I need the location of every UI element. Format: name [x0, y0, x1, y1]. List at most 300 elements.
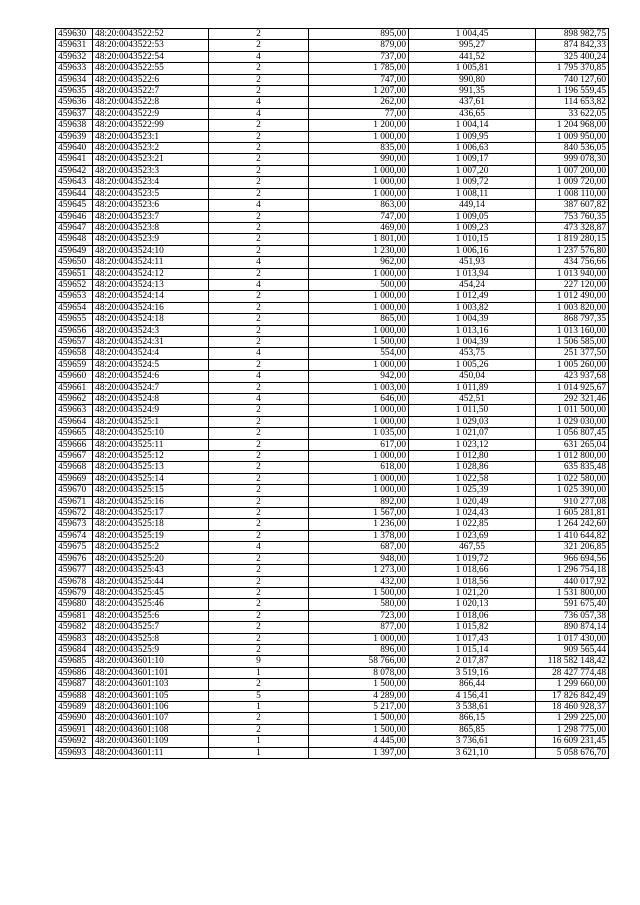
cadastral-number-cell: 48:20:0043522:8 — [93, 97, 209, 108]
table-row — [56, 542, 609, 553]
cadastral-value-cell: 591 675,40 — [536, 599, 609, 610]
cadastral-value-cell: 423 937,68 — [536, 371, 609, 382]
area-cell: 8 078,00 — [309, 667, 409, 678]
table-row — [56, 599, 609, 610]
row-id-cell: 459669 — [56, 473, 93, 484]
unit-value-cell: 1 006,63 — [409, 143, 536, 154]
row-id-cell: 459654 — [56, 302, 93, 313]
row-id-cell: 459684 — [56, 644, 93, 655]
cadastral-number-cell: 48:20:0043525:2 — [93, 542, 209, 553]
table-row — [56, 565, 609, 576]
cadastral-number-cell: 48:20:0043522:7 — [93, 86, 209, 97]
row-id-cell: 459665 — [56, 428, 93, 439]
table-row — [56, 473, 609, 484]
row-id-cell: 459677 — [56, 565, 93, 576]
table-row — [56, 610, 609, 621]
cadastral-number-cell: 48:20:0043525:20 — [93, 553, 209, 564]
category-cell: 2 — [209, 382, 309, 393]
category-cell: 2 — [209, 679, 309, 690]
row-id-cell: 459635 — [56, 86, 93, 97]
table-row — [56, 382, 609, 393]
category-cell: 2 — [209, 519, 309, 530]
row-id-cell: 459631 — [56, 40, 93, 51]
row-id-cell: 459638 — [56, 120, 93, 131]
cadastral-number-cell: 48:20:0043522:9 — [93, 108, 209, 119]
table-row — [56, 451, 609, 462]
unit-value-cell: 1 018,66 — [409, 565, 536, 576]
cadastral-number-cell: 48:20:0043522:54 — [93, 51, 209, 62]
row-id-cell: 459689 — [56, 701, 93, 712]
cadastral-value-cell: 1 605 281,81 — [536, 508, 609, 519]
area-cell: 879,00 — [309, 40, 409, 51]
unit-value-cell: 454,24 — [409, 279, 536, 290]
cadastral-number-cell: 48:20:0043523:4 — [93, 177, 209, 188]
cadastral-number-cell: 48:20:0043523:5 — [93, 188, 209, 199]
table-row — [56, 74, 609, 85]
category-cell: 2 — [209, 143, 309, 154]
cadastral-number-cell: 48:20:0043524:10 — [93, 245, 209, 256]
unit-value-cell: 1 015,14 — [409, 644, 536, 655]
area-cell: 1 378,00 — [309, 530, 409, 541]
unit-value-cell: 1 009,72 — [409, 177, 536, 188]
row-id-cell: 459667 — [56, 451, 93, 462]
cadastral-value-cell: 1 014 925,67 — [536, 382, 609, 393]
category-cell: 2 — [209, 154, 309, 165]
cadastral-value-cell: 874 842,33 — [536, 40, 609, 51]
unit-value-cell: 1 004,45 — [409, 29, 536, 40]
category-cell: 9 — [209, 656, 309, 667]
category-cell: 2 — [209, 405, 309, 416]
table-row — [56, 667, 609, 678]
category-cell: 2 — [209, 416, 309, 427]
cadastral-value-cell: 17 826 842,49 — [536, 690, 609, 701]
table-row — [56, 713, 609, 724]
cadastral-number-cell: 48:20:0043524:16 — [93, 302, 209, 313]
cadastral-number-cell: 48:20:0043523:1 — [93, 131, 209, 142]
table-row — [56, 177, 609, 188]
row-id-cell: 459643 — [56, 177, 93, 188]
cadastral-number-cell: 48:20:0043525:1 — [93, 416, 209, 427]
row-id-cell: 459685 — [56, 656, 93, 667]
cadastral-number-cell: 48:20:0043523:21 — [93, 154, 209, 165]
row-id-cell: 459693 — [56, 747, 93, 758]
row-id-cell: 459657 — [56, 336, 93, 347]
row-id-cell: 459670 — [56, 485, 93, 496]
table-row — [56, 462, 609, 473]
table-row — [56, 302, 609, 313]
category-cell: 2 — [209, 336, 309, 347]
category-cell: 2 — [209, 63, 309, 74]
cadastral-value-cell: 1 003 820,00 — [536, 302, 609, 313]
row-id-cell: 459663 — [56, 405, 93, 416]
category-cell: 2 — [209, 245, 309, 256]
area-cell: 1 500,00 — [309, 713, 409, 724]
row-id-cell: 459687 — [56, 679, 93, 690]
unit-value-cell: 1 009,95 — [409, 131, 536, 142]
category-cell: 2 — [209, 222, 309, 233]
area-cell: 1 500,00 — [309, 336, 409, 347]
unit-value-cell: 1 023,12 — [409, 439, 536, 450]
cadastral-value-cell: 1 005 260,00 — [536, 359, 609, 370]
area-cell: 1 000,00 — [309, 473, 409, 484]
category-cell: 2 — [209, 234, 309, 245]
table-row — [56, 679, 609, 690]
area-cell: 1 000,00 — [309, 325, 409, 336]
row-id-cell: 459653 — [56, 291, 93, 302]
cadastral-number-cell: 48:20:0043525:12 — [93, 451, 209, 462]
cadastral-number-cell: 48:20:0043525:43 — [93, 565, 209, 576]
area-cell: 1 397,00 — [309, 747, 409, 758]
unit-value-cell: 1 018,06 — [409, 610, 536, 621]
unit-value-cell: 1 013,94 — [409, 268, 536, 279]
row-id-cell: 459664 — [56, 416, 93, 427]
unit-value-cell: 1 012,80 — [409, 451, 536, 462]
row-id-cell: 459656 — [56, 325, 93, 336]
table-row — [56, 587, 609, 598]
row-id-cell: 459658 — [56, 348, 93, 359]
table-row — [56, 644, 609, 655]
unit-value-cell: 995,27 — [409, 40, 536, 51]
cadastral-number-cell: 48:20:0043523:8 — [93, 222, 209, 233]
category-cell: 2 — [209, 496, 309, 507]
area-cell: 737,00 — [309, 51, 409, 62]
cadastral-value-cell: 910 277,08 — [536, 496, 609, 507]
area-cell: 262,00 — [309, 97, 409, 108]
unit-value-cell: 866,15 — [409, 713, 536, 724]
unit-value-cell: 1 022,58 — [409, 473, 536, 484]
area-cell: 990,00 — [309, 154, 409, 165]
category-cell: 4 — [209, 394, 309, 405]
cadastral-value-table — [55, 28, 609, 759]
row-id-cell: 459646 — [56, 211, 93, 222]
row-id-cell: 459675 — [56, 542, 93, 553]
row-id-cell: 459633 — [56, 63, 93, 74]
unit-value-cell: 441,52 — [409, 51, 536, 62]
cadastral-number-cell: 48:20:0043525:14 — [93, 473, 209, 484]
unit-value-cell: 452,51 — [409, 394, 536, 405]
unit-value-cell: 453,75 — [409, 348, 536, 359]
category-cell: 2 — [209, 29, 309, 40]
area-cell: 4 445,00 — [309, 736, 409, 747]
category-cell: 2 — [209, 188, 309, 199]
row-id-cell: 459659 — [56, 359, 93, 370]
area-cell: 1 567,00 — [309, 508, 409, 519]
table-row — [56, 165, 609, 176]
unit-value-cell: 2 017,87 — [409, 656, 536, 667]
unit-value-cell: 1 007,20 — [409, 165, 536, 176]
area-cell: 1 000,00 — [309, 177, 409, 188]
cadastral-value-cell: 1 204 968,00 — [536, 120, 609, 131]
table-row — [56, 291, 609, 302]
cadastral-number-cell: 48:20:0043525:10 — [93, 428, 209, 439]
cadastral-value-cell: 1 264 242,60 — [536, 519, 609, 530]
category-cell: 2 — [209, 462, 309, 473]
category-cell: 2 — [209, 40, 309, 51]
category-cell: 2 — [209, 268, 309, 279]
cadastral-number-cell: 48:20:0043601:103 — [93, 679, 209, 690]
table-row — [56, 371, 609, 382]
area-cell: 500,00 — [309, 279, 409, 290]
category-cell: 2 — [209, 314, 309, 325]
cadastral-number-cell: 48:20:0043601:10 — [93, 656, 209, 667]
cadastral-value-cell: 1 056 807,45 — [536, 428, 609, 439]
area-cell: 1 000,00 — [309, 268, 409, 279]
row-id-cell: 459632 — [56, 51, 93, 62]
unit-value-cell: 3 621,10 — [409, 747, 536, 758]
row-id-cell: 459662 — [56, 394, 93, 405]
cadastral-number-cell: 48:20:0043525:46 — [93, 599, 209, 610]
cadastral-value-cell: 1 299 225,00 — [536, 713, 609, 724]
table-row — [56, 51, 609, 62]
unit-value-cell: 1 015,82 — [409, 622, 536, 633]
cadastral-value-cell: 1 196 559,45 — [536, 86, 609, 97]
table-row — [56, 120, 609, 131]
table-row — [56, 359, 609, 370]
cadastral-number-cell: 48:20:0043525:16 — [93, 496, 209, 507]
cadastral-number-cell: 48:20:0043524:4 — [93, 348, 209, 359]
table-row — [56, 736, 609, 747]
cadastral-number-cell: 48:20:0043525:15 — [93, 485, 209, 496]
table-row — [56, 86, 609, 97]
unit-value-cell: 1 028,86 — [409, 462, 536, 473]
cadastral-number-cell: 48:20:0043601:107 — [93, 713, 209, 724]
cadastral-number-cell: 48:20:0043522:99 — [93, 120, 209, 131]
area-cell: 1 785,00 — [309, 63, 409, 74]
cadastral-number-cell: 48:20:0043525:13 — [93, 462, 209, 473]
area-cell: 1 000,00 — [309, 131, 409, 142]
cadastral-number-cell: 48:20:0043524:8 — [93, 394, 209, 405]
unit-value-cell: 3 519,16 — [409, 667, 536, 678]
cadastral-value-cell: 1 299 660,00 — [536, 679, 609, 690]
unit-value-cell: 1 022,85 — [409, 519, 536, 530]
category-cell: 2 — [209, 633, 309, 644]
unit-value-cell: 1 005,81 — [409, 63, 536, 74]
table-row — [56, 690, 609, 701]
area-cell: 835,00 — [309, 143, 409, 154]
cadastral-number-cell: 48:20:0043523:9 — [93, 234, 209, 245]
cadastral-value-cell: 16 609 231,45 — [536, 736, 609, 747]
category-cell: 4 — [209, 542, 309, 553]
unit-value-cell: 1 011,50 — [409, 405, 536, 416]
area-cell: 1 035,00 — [309, 428, 409, 439]
cadastral-value-cell: 18 460 928,37 — [536, 701, 609, 712]
unit-value-cell: 1 021,07 — [409, 428, 536, 439]
category-cell: 2 — [209, 724, 309, 735]
row-id-cell: 459650 — [56, 257, 93, 268]
category-cell: 2 — [209, 473, 309, 484]
cadastral-value-cell: 631 265,04 — [536, 439, 609, 450]
unit-value-cell: 1 020,13 — [409, 599, 536, 610]
row-id-cell: 459680 — [56, 599, 93, 610]
category-cell: 4 — [209, 51, 309, 62]
category-cell: 4 — [209, 279, 309, 290]
cadastral-value-cell: 227 120,00 — [536, 279, 609, 290]
table-row — [56, 439, 609, 450]
category-cell: 5 — [209, 690, 309, 701]
cadastral-value-cell: 292 321,46 — [536, 394, 609, 405]
cadastral-value-cell: 898 982,75 — [536, 29, 609, 40]
cadastral-number-cell: 48:20:0043525:19 — [93, 530, 209, 541]
cadastral-number-cell: 48:20:0043524:18 — [93, 314, 209, 325]
row-id-cell: 459655 — [56, 314, 93, 325]
table-row — [56, 576, 609, 587]
cadastral-number-cell: 48:20:0043601:11 — [93, 747, 209, 758]
cadastral-value-cell: 1 012 490,00 — [536, 291, 609, 302]
cadastral-number-cell: 48:20:0043525:45 — [93, 587, 209, 598]
category-cell: 4 — [209, 348, 309, 359]
cadastral-value-cell: 1 025 390,00 — [536, 485, 609, 496]
cadastral-number-cell: 48:20:0043524:9 — [93, 405, 209, 416]
cadastral-number-cell: 48:20:0043525:18 — [93, 519, 209, 530]
category-cell: 2 — [209, 325, 309, 336]
table-row — [56, 656, 609, 667]
cadastral-number-cell: 48:20:0043525:44 — [93, 576, 209, 587]
table-row — [56, 622, 609, 633]
row-id-cell: 459649 — [56, 245, 93, 256]
row-id-cell: 459637 — [56, 108, 93, 119]
row-id-cell: 459630 — [56, 29, 93, 40]
table-row — [56, 245, 609, 256]
cadastral-value-cell: 966 694,56 — [536, 553, 609, 564]
category-cell: 2 — [209, 485, 309, 496]
cadastral-number-cell: 48:20:0043601:105 — [93, 690, 209, 701]
category-cell: 2 — [209, 451, 309, 462]
row-id-cell: 459660 — [56, 371, 93, 382]
cadastral-value-cell: 325 400,24 — [536, 51, 609, 62]
cadastral-number-cell: 48:20:0043524:11 — [93, 257, 209, 268]
row-id-cell: 459679 — [56, 587, 93, 598]
cadastral-number-cell: 48:20:0043522:6 — [93, 74, 209, 85]
table-row — [56, 40, 609, 51]
table-row — [56, 279, 609, 290]
area-cell: 1 500,00 — [309, 587, 409, 598]
area-cell: 617,00 — [309, 439, 409, 450]
area-cell: 1 230,00 — [309, 245, 409, 256]
category-cell: 2 — [209, 165, 309, 176]
table-row — [56, 530, 609, 541]
unit-value-cell: 990,80 — [409, 74, 536, 85]
row-id-cell: 459692 — [56, 736, 93, 747]
area-cell: 723,00 — [309, 610, 409, 621]
cadastral-number-cell: 48:20:0043524:3 — [93, 325, 209, 336]
unit-value-cell: 1 009,05 — [409, 211, 536, 222]
table-row — [56, 336, 609, 347]
area-cell: 687,00 — [309, 542, 409, 553]
cadastral-number-cell: 48:20:0043522:53 — [93, 40, 209, 51]
row-id-cell: 459683 — [56, 633, 93, 644]
category-cell: 4 — [209, 97, 309, 108]
unit-value-cell: 1 019,72 — [409, 553, 536, 564]
unit-value-cell: 1 004,14 — [409, 120, 536, 131]
cadastral-value-cell: 28 427 774,48 — [536, 667, 609, 678]
row-id-cell: 459661 — [56, 382, 93, 393]
area-cell: 1 000,00 — [309, 302, 409, 313]
cadastral-value-cell: 635 835,48 — [536, 462, 609, 473]
cadastral-value-cell: 1 012 800,00 — [536, 451, 609, 462]
row-id-cell: 459668 — [56, 462, 93, 473]
row-id-cell: 459636 — [56, 97, 93, 108]
table-row — [56, 108, 609, 119]
category-cell: 2 — [209, 359, 309, 370]
area-cell: 1 000,00 — [309, 633, 409, 644]
area-cell: 1 000,00 — [309, 451, 409, 462]
area-cell: 1 207,00 — [309, 86, 409, 97]
cadastral-value-cell: 1 007 200,00 — [536, 165, 609, 176]
area-cell: 948,00 — [309, 553, 409, 564]
cadastral-value-cell: 118 582 148,42 — [536, 656, 609, 667]
unit-value-cell: 1 021,20 — [409, 587, 536, 598]
unit-value-cell: 1 010,15 — [409, 234, 536, 245]
cadastral-value-cell: 387 607,82 — [536, 200, 609, 211]
table-body — [56, 29, 609, 759]
row-id-cell: 459648 — [56, 234, 93, 245]
cadastral-number-cell: 48:20:0043601:109 — [93, 736, 209, 747]
cadastral-value-cell: 1 296 754,18 — [536, 565, 609, 576]
area-cell: 747,00 — [309, 74, 409, 85]
table-row — [56, 314, 609, 325]
unit-value-cell: 865,85 — [409, 724, 536, 735]
cadastral-value-cell: 1 009 950,00 — [536, 131, 609, 142]
cadastral-value-cell: 114 653,82 — [536, 97, 609, 108]
cadastral-value-cell: 890 874,14 — [536, 622, 609, 633]
cadastral-number-cell: 48:20:0043525:7 — [93, 622, 209, 633]
unit-value-cell: 1 020,49 — [409, 496, 536, 507]
unit-value-cell: 1 008,11 — [409, 188, 536, 199]
area-cell: 895,00 — [309, 29, 409, 40]
row-id-cell: 459671 — [56, 496, 93, 507]
table-row — [56, 200, 609, 211]
table-row — [56, 188, 609, 199]
area-cell: 747,00 — [309, 211, 409, 222]
category-cell: 1 — [209, 667, 309, 678]
category-cell: 1 — [209, 747, 309, 758]
cadastral-value-cell: 33 622,05 — [536, 108, 609, 119]
table-row — [56, 97, 609, 108]
category-cell: 2 — [209, 428, 309, 439]
area-cell: 1 000,00 — [309, 405, 409, 416]
category-cell: 1 — [209, 736, 309, 747]
area-cell: 1 000,00 — [309, 165, 409, 176]
row-id-cell: 459639 — [56, 131, 93, 142]
cadastral-number-cell: 48:20:0043524:13 — [93, 279, 209, 290]
cadastral-value-cell: 999 078,30 — [536, 154, 609, 165]
category-cell: 2 — [209, 508, 309, 519]
unit-value-cell: 1 003,82 — [409, 302, 536, 313]
row-id-cell: 459688 — [56, 690, 93, 701]
area-cell: 1 000,00 — [309, 485, 409, 496]
category-cell: 2 — [209, 131, 309, 142]
category-cell: 2 — [209, 622, 309, 633]
category-cell: 2 — [209, 565, 309, 576]
unit-value-cell: 1 009,23 — [409, 222, 536, 233]
area-cell: 1 500,00 — [309, 679, 409, 690]
table-row — [56, 405, 609, 416]
cadastral-number-cell: 48:20:0043525:11 — [93, 439, 209, 450]
unit-value-cell: 866,44 — [409, 679, 536, 690]
cadastral-value-cell: 740 127,60 — [536, 74, 609, 85]
table-row — [56, 496, 609, 507]
row-id-cell: 459672 — [56, 508, 93, 519]
unit-value-cell: 991,35 — [409, 86, 536, 97]
area-cell: 1 500,00 — [309, 724, 409, 735]
cadastral-number-cell: 48:20:0043601:101 — [93, 667, 209, 678]
cadastral-value-cell: 1 008 110,00 — [536, 188, 609, 199]
area-cell: 1 273,00 — [309, 565, 409, 576]
unit-value-cell: 1 012,49 — [409, 291, 536, 302]
unit-value-cell: 3 736,61 — [409, 736, 536, 747]
unit-value-cell: 1 013,16 — [409, 325, 536, 336]
cadastral-value-cell: 1 506 585,00 — [536, 336, 609, 347]
